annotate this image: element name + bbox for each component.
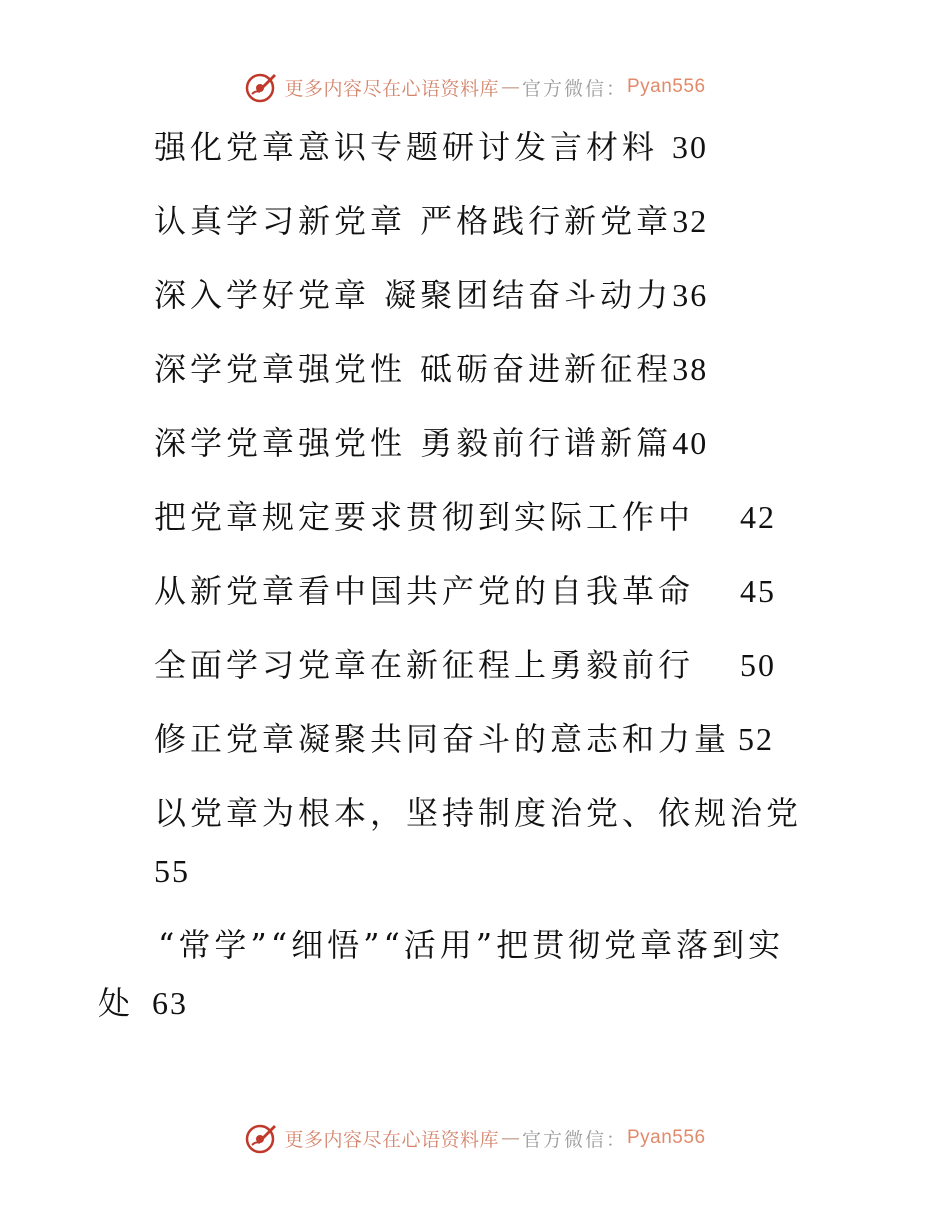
watermark-dash: — — [500, 1127, 520, 1149]
toc-title: 深学党章强党性 砥砺奋进新征程 — [154, 350, 673, 388]
watermark-main: 更多内容尽在心语资料库 — [284, 77, 499, 100]
toc-title: 以党章为根本，坚持制度治党、依规治党 — [154, 794, 803, 832]
toc-title: 深学党章强党性 勇毅前行谱新篇 — [154, 424, 673, 462]
toc-entry-6 — [154, 497, 776, 537]
toc-page-number: 52 — [738, 721, 775, 757]
toc-title: 认真学习新党章 严格践行新党章 — [154, 202, 673, 240]
toc-title: 强化党章意识专题研讨发言材料 — [154, 128, 659, 166]
watermark-header — [0, 70, 950, 104]
watermark-official: 官方微信： — [521, 77, 627, 100]
toc-entry-2 — [154, 201, 708, 241]
toc-page-number: 45 — [740, 573, 777, 609]
toc-page-number: 36 — [672, 277, 709, 313]
watermark-id: Pyan556 — [627, 1127, 706, 1148]
toc-page-number: 40 — [672, 425, 709, 461]
toc-page-number: 55 — [154, 853, 190, 889]
toc-entry-7 — [154, 571, 776, 611]
watermark-id: Pyan556 — [627, 76, 706, 97]
watermark-official: 官方微信： — [521, 1128, 627, 1151]
toc-title: 深入学好党章 凝聚团结奋斗动力 — [154, 276, 673, 314]
toc-entry-8 — [154, 645, 776, 685]
toc-page-number: 50 — [740, 647, 777, 683]
pen-logo-icon — [244, 70, 278, 104]
toc-title: 全面学习党章在新征程上勇毅前行 — [154, 646, 695, 684]
toc-entry-1 — [154, 127, 708, 167]
toc-page-number: 42 — [740, 499, 777, 535]
watermark-text — [284, 74, 705, 101]
toc-entry-5 — [154, 423, 708, 463]
toc-page-number: 63 — [152, 985, 189, 1021]
toc-title: 修正党章凝聚共同奋斗的意志和力量 — [154, 720, 731, 758]
toc-title-line-2-with-page — [98, 983, 188, 1023]
watermark-main: 更多内容尽在心语资料库 — [284, 1128, 499, 1151]
toc-title-line-2: 处 — [98, 984, 135, 1022]
toc-title: 把党章规定要求贯彻到实际工作中 — [154, 498, 695, 536]
watermark-footer — [0, 1121, 950, 1155]
toc-page-number: 32 — [672, 203, 709, 239]
toc-page-number: 30 — [672, 129, 709, 165]
watermark-dash: — — [500, 76, 520, 98]
toc-page-number: 38 — [672, 351, 709, 387]
toc-entry-4 — [154, 349, 708, 389]
toc-title-line-1: “常学”“细悟”“活用”把贯彻党章落到实 — [158, 926, 785, 964]
pen-logo-icon — [244, 1121, 278, 1155]
watermark-text — [284, 1125, 705, 1152]
toc-entry-3 — [154, 275, 708, 315]
toc-title: 从新党章看中国共产党的自我革命 — [154, 572, 695, 610]
toc-entry-9 — [154, 719, 774, 759]
